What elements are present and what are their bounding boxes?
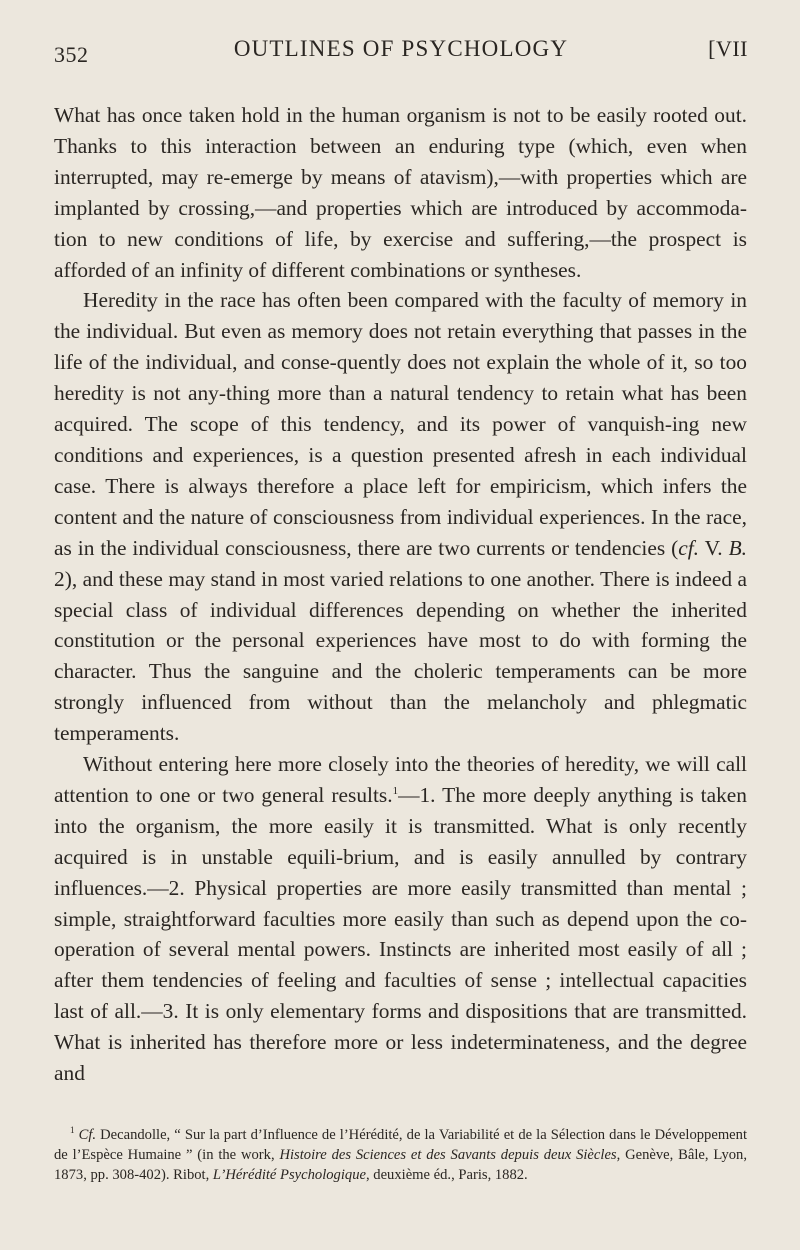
footnote-reference: 1: [392, 784, 399, 797]
page-header: [54, 36, 748, 72]
paragraph-text: What has once taken hold in the human organism is not to be easily rooted out. Thanks to this interaction between an enduring type (which, even when interrupted, may re-emerge by means of atavism),—with properties which are implanted by crossing,—and properties which are introduced by accommoda-tion to new conditions of life, by exercise and suffering,—the prospect is afforded of an infinity of different combinations or syntheses.: [54, 103, 747, 282]
footnote-text: , deuxième éd., Paris, 1882.: [365, 1167, 528, 1183]
paragraph-1: [54, 100, 747, 285]
paragraph-2: [54, 285, 747, 749]
paragraph-text-continued: —1. The more deeply anything is taken into the organism, the more easily it is transmitted. What is only recently acquired is in unstable equili-brium, and is easily annulled by contrary influences.—2. Physical properties are more easily transmitted than mental ; simple, straightforward faculties more easily than such as depend upon the co-operation of several mental powers. Instincts are inherited most easily of all ; after them tendencies of feeling and faculties of sense ; intellectual capacities last of all.—3. It is only elementary forms and dispositions that are transmitted. What is inherited has therefore more or less indeterminateness, and the degree and: [54, 782, 747, 1086]
footnote-work-title: L’Hérédité Psychologique: [212, 1167, 366, 1183]
page-number: 352: [54, 42, 89, 67]
footnote-mark: 1: [70, 1125, 75, 1136]
footnote-text: , Genève, Bâle, Lyon, 1873, pp. 308-402). Ribot,: [54, 1147, 747, 1183]
paragraph-text: Heredity in the race has often been compared with the faculty of memory in the individual. But even as memory does not retain everything that passes in the life of the individual, and conse-quently does not explain the whole of it, so too heredity is not any-thing more than a natural tendency to retain what has been acquired. The scope of this tendency, and its power of vanquish-ing new conditions and experiences, is a question presented afresh in each individual case. There is always therefore a place left for empiricism, which infers the content and the nature of consciousness from individual experiences. In the race, as in the individual consciousness, there are two currents or tendencies: [54, 288, 747, 560]
footnote-text: Decandolle, “ Sur la part d’Influence de l’Hérédité, de la Variabilité et de la Sélection dans le Développement de l’Espèce Humaine ” (in the work,: [54, 1127, 748, 1163]
paragraph-text-continued: , and these may stand in most varied relations to one another. There is indeed a special class of individual differences depending on whether the inherited constitution or the personal experiences have most to do with forming the character. Thus the sanguine and the choleric temperaments can be more strongly influenced from without than the melancholy and phlegmatic temperaments.: [54, 566, 747, 746]
paragraph-text: Without entering here more closely into the theories of heredity, we will call attention to one or two general results.: [54, 752, 747, 807]
running-title: OUTLINES OF PSYCHOLOGY: [233, 36, 569, 61]
footnote-1: [54, 1125, 747, 1185]
ref-mid: V.: [699, 535, 729, 560]
footnotes: [54, 1125, 747, 1185]
paragraph-3: [54, 749, 747, 1089]
ref-b: B.: [728, 535, 747, 560]
body-text: [54, 100, 747, 1089]
ref-cf: cf.: [678, 535, 700, 560]
footnote-cf: Cf.: [78, 1127, 97, 1143]
section-mark: [VII: [708, 36, 748, 61]
ref-close: 2): [54, 566, 72, 591]
footnote-work-title: Histoire des Sciences et des Savants depuis deux Siècles: [279, 1147, 617, 1163]
ref-open: (: [671, 535, 679, 560]
